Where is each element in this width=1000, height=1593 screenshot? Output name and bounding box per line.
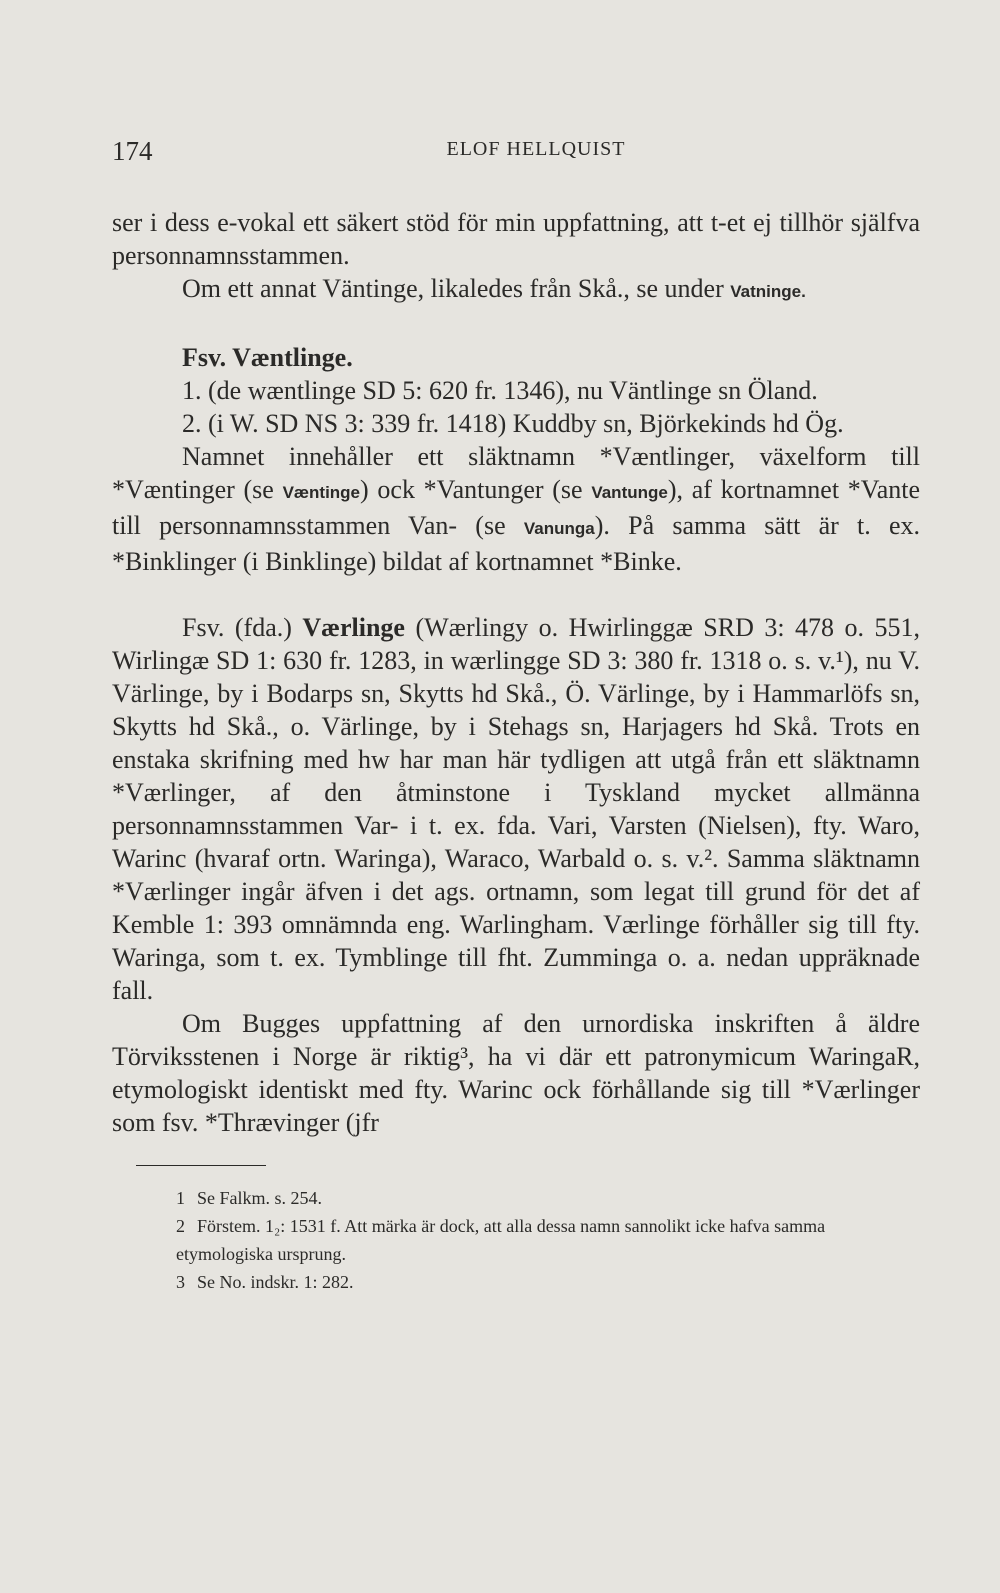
entry-heading: Fsv. Væntlinge. [182, 343, 353, 372]
spacer [112, 308, 920, 341]
cross-reference: Vanunga [523, 519, 595, 538]
entry-lead: Fsv. (fda.) [182, 613, 292, 642]
entry-vaerlinge-body: (Wærlingy o. Hwirlinggæ SRD 3: 478 o. 551, Wirlingæ SD 1: 630 fr. 1283, in wærlingge SD 3: 380 fr. 1318 o. s. v.¹), nu V. Värlinge, by i Bodarps sn, Skytts hd Skå., Ö. Värlinge, by i Hammarlöfs sn, Skytts hd Skå., o. Värlinge, by i Stehags sn, Harjagers hd Skå. Trots en enstaka skrifning med hw har man här tydligen att utgå från ett släktnamn *Værlinger, af den åtminstone i Tyskland mycket allmänna personnamnsstammen Var- i t. ex. fda. Vari, Varsten (Nielsen), fty. Waro, Warinc (hvaraf ortn. Waringa), Waraco, Warbald o. s. v.². Samma släktnamn *Værlinger ingår äfven i det ags. ortnamn, som legat till grund för det af Kemble 1: 393 omnämnda eng. Warlingham. Værlinge förhåller sig till fty. Waringa, som t. ex. Tymblinge till fht. Zumminga o. a. nedan uppräknade fall. [112, 613, 921, 1005]
spacer [112, 578, 920, 611]
entry-item-1: 1. (de wæntlinge SD 5: 620 fr. 1346), nu Väntlinge sn Öland. [182, 376, 818, 405]
footnote-number: 1 [176, 1188, 185, 1208]
entry-body [112, 440, 920, 578]
footnote-1 [112, 1184, 920, 1212]
running-head: ELOF HELLQUIST [446, 138, 626, 160]
page-header [112, 136, 920, 176]
footnote-text: Förstem. 1₂: 1531 f. Att märka är dock, att alla dessa namn sannolikt icke hafva samma etymologiska ursprung. [176, 1216, 826, 1264]
footnotes [112, 1184, 920, 1296]
page-number: 174 [112, 136, 153, 166]
footnote-3 [112, 1268, 920, 1296]
entry-body-d: ). På samma sätt är t. ex. *Binklinger (i Binklinge) bildat af kortnamnet *Binke. [112, 511, 921, 576]
entry-item-2: 2. (i W. SD NS 3: 339 fr. 1418) Kuddby sn, Björkekinds hd Ög. [182, 409, 844, 438]
cross-reference: Væntinge [282, 483, 361, 502]
footnote-2 [112, 1212, 920, 1268]
paragraph-intro-1: ser i dess e-vokal ett säkert stöd för min uppfattning, att t-et ej tillhör själfva personnamnsstammen. [112, 208, 920, 270]
entry-headword: Værlinge [302, 613, 405, 642]
footnote-number: 3 [176, 1272, 185, 1292]
footnote-text: Se No. indskr. 1: 282. [197, 1272, 354, 1292]
cross-reference: Vantunge [591, 483, 668, 502]
main-text [112, 206, 920, 1139]
paragraph-bugge: Om Bugges uppfattning af den urnordiska inskriften å äldre Törviksstenen i Norge är riktig³, ha vi där ett patronymicum WaringaR, etymologiskt identiskt med fty. Warinc ock förhållande sig till *Værlinger som fsv. *Thrævinger (jfr [112, 1009, 920, 1137]
footnote-text: Se Falkm. s. 254. [197, 1188, 323, 1208]
entry-body-c: ), af kortnamnet *Vante till personnamnsstammen Van- (se [112, 475, 921, 540]
entry-body-b: ) ock *Vantunger (se [360, 475, 583, 504]
footnote-rule [136, 1165, 266, 1166]
paragraph-intro-2-text: Om ett annat Väntinge, likaledes från Skå., se under [182, 274, 724, 303]
entry-vaerlinge [112, 611, 920, 1007]
footnote-number: 2 [176, 1216, 185, 1236]
cross-reference: Vatninge. [730, 282, 806, 301]
entry-body-a: Namnet innehåller ett släktnamn *Væntlinger, växelform till *Væntinger (se [112, 442, 920, 504]
paragraph-intro-2 [112, 272, 920, 308]
